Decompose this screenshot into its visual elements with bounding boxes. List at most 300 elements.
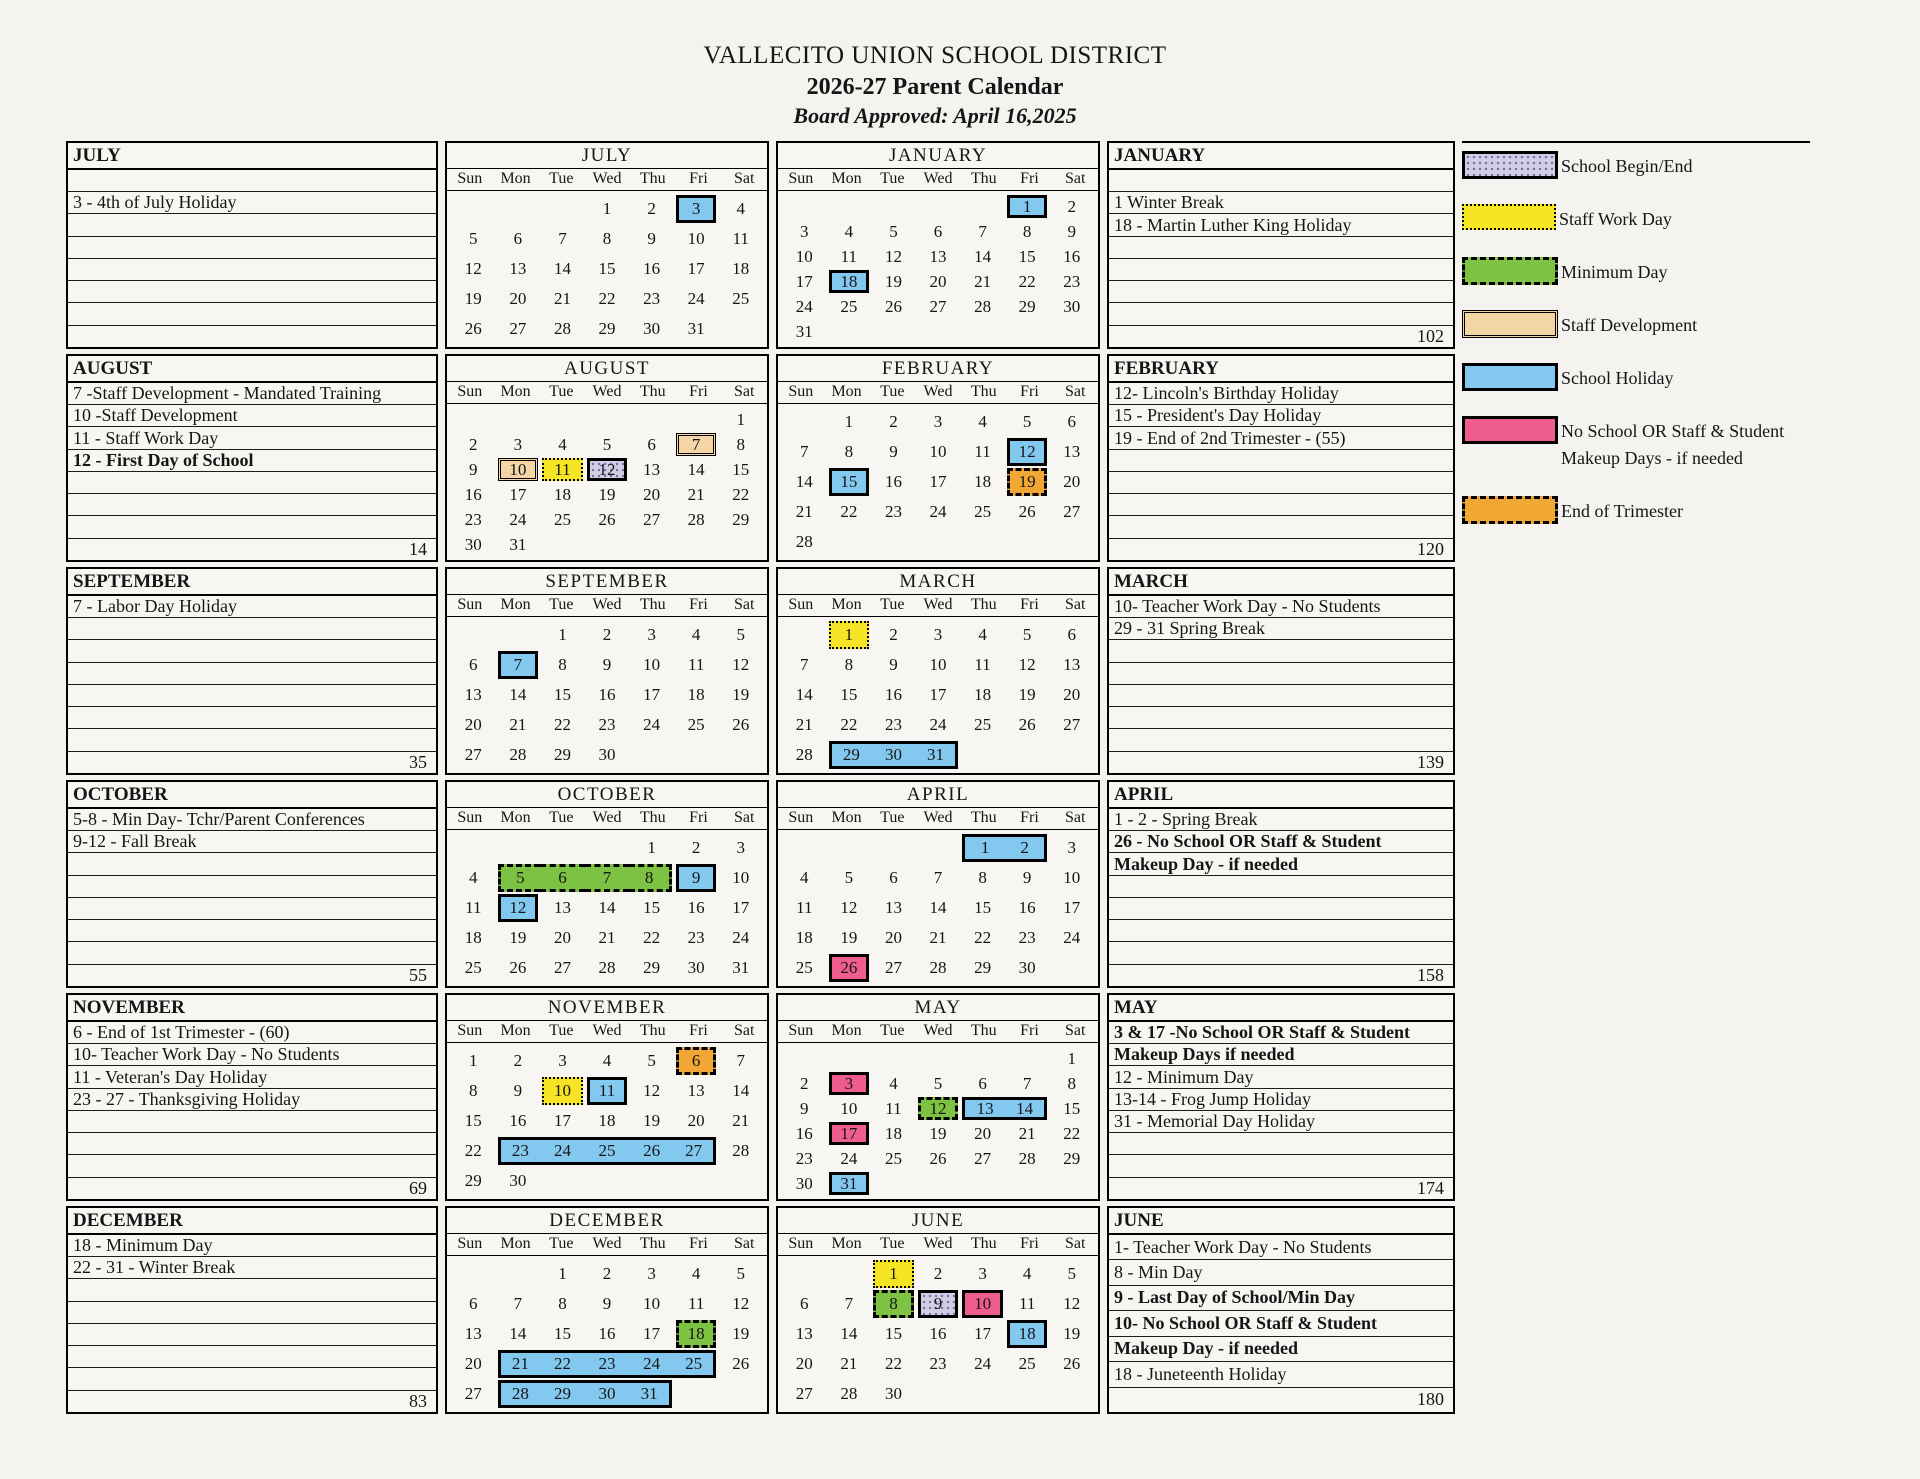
weekday-label: Wed [592,596,622,613]
day-number: 10 [1063,868,1081,887]
day-cell [782,269,827,294]
day-cell [496,893,541,923]
note-row: 12- Lincoln's Birthday Holiday [1109,383,1453,405]
month-calendar [776,780,1100,988]
day-cell [629,1106,674,1136]
day-number: 28 [795,745,813,764]
day-cell [674,680,719,710]
day-3-makeup: 3 [829,1072,870,1095]
month-calendar [776,1206,1100,1414]
day-number: 12 [1063,1294,1081,1313]
empty-cell [960,1046,1005,1071]
day-number: 30 [643,319,661,338]
day-cell [718,1046,763,1076]
day-number: 29 [553,745,571,764]
day-number: 21 [795,502,813,521]
weekday-label: Thu [639,383,666,400]
weekday-label: Tue [880,596,905,613]
day-cell [960,863,1005,893]
week-row [782,194,1094,219]
week-row [451,314,763,344]
day-cell [451,314,496,344]
day-cell [916,1289,961,1319]
day-cell [1005,467,1050,497]
day-cell [718,284,763,314]
day-number: 7 [933,868,943,887]
day-18-minday: 18 [676,1320,717,1348]
day-cell [629,953,674,983]
day-number: 3 [558,1051,567,1070]
day-number: 3 [647,625,656,644]
month-calendar [445,1206,769,1414]
note-row [1109,707,1453,729]
day-12-minday: 12 [918,1097,959,1120]
day-cell [782,1289,827,1319]
day-number: 16 [929,1324,947,1343]
day-cell [540,224,585,254]
empty-cell [496,833,541,863]
empty-cell [1049,1171,1094,1196]
day-number: 29 [643,958,661,977]
note-row: 18 - Martin Luther King Holiday [1109,214,1453,236]
month-calendar [776,354,1100,562]
weekday-label: Fri [1020,809,1039,826]
empty-cell [916,1379,961,1409]
day-cell [871,740,916,770]
day-cell [871,953,916,983]
week-row [782,710,1094,740]
day-number: 16 [687,898,705,917]
day-number: 1 [844,412,854,431]
day-cell [540,1259,585,1289]
day-number: 6 [647,434,656,454]
day-cell [1005,650,1050,680]
day-cell [629,620,674,650]
day-cell [496,1349,541,1379]
day-cell [1005,1349,1050,1379]
day-cell [540,650,585,680]
day-cell [540,507,585,532]
week-row [782,1171,1094,1196]
day-cell [960,1289,1005,1319]
note-row [68,1279,436,1301]
day-cell [585,1379,630,1409]
empty-cell [674,1166,719,1196]
weekday-label: Thu [639,170,666,187]
day-cell [496,650,541,680]
day-24-holiday: 24 [540,1137,585,1165]
day-24-holiday: 24 [629,1350,674,1378]
day-cell [960,680,1005,710]
note-row [1109,1133,1453,1155]
day-cell [916,680,961,710]
day-cell [782,1379,827,1409]
day-number: 25 [732,289,750,308]
day-cell [827,244,872,269]
day-cell [782,497,827,527]
legend-item [1462,496,1810,524]
weekday-label: Sun [788,383,814,400]
day-number: 14 [509,1324,527,1343]
empty-cell [827,1259,872,1289]
day-cell [1049,437,1094,467]
weekday-label: Fri [1020,1235,1039,1252]
weekday-label: Sun [457,383,483,400]
day-cell [1005,680,1050,710]
note-row: 31 - Memorial Day Holiday [1109,1111,1453,1133]
day-9-holiday: 9 [676,864,717,892]
day-cell [540,284,585,314]
empty-cell [1049,1379,1094,1409]
day-number: 10 [840,1098,858,1118]
day-number: 11 [465,898,482,917]
day-cell [674,507,719,532]
weekday-label: Fri [1020,596,1039,613]
empty-cell [916,194,961,219]
day-number: 4 [691,625,701,644]
note-row [1109,729,1453,751]
day-number: 3 [978,1264,987,1283]
day-cell [1005,1096,1050,1121]
day-number: 5 [647,1051,656,1070]
day-cell [871,1096,916,1121]
month-notes-rows [68,1022,436,1199]
empty-cell [451,194,496,224]
day-cell [540,923,585,953]
day-cell [674,482,719,507]
day-cell [871,294,916,319]
cumulative-day-count: 35 [409,751,427,772]
day-cell [451,1379,496,1409]
day-cell [674,224,719,254]
day-cell [674,1289,719,1319]
day-number: 7 [1022,1073,1032,1093]
day-number: 7 [513,1294,523,1313]
note-row [68,853,436,875]
day-number: 20 [1063,472,1081,491]
note-row [68,876,436,898]
note-row [1109,876,1453,898]
week-row [782,219,1094,244]
empty-cell [585,407,630,432]
week-row [451,254,763,284]
day-number: 24 [732,928,750,947]
day-number: 23 [795,1148,813,1168]
weekday-label: Sat [733,1022,755,1039]
day-number: 7 [800,655,809,674]
note-row [68,494,436,516]
day-number: 29 [464,1171,482,1190]
day-cell [718,710,763,740]
day-number: 26 [464,319,482,338]
note-row [68,1346,436,1368]
note-row [68,640,436,662]
day-number: 2 [800,1073,809,1093]
day-cell [496,1319,541,1349]
weekday-label: Mon [831,1022,862,1039]
day-number: 29 [1018,296,1036,316]
day-cell [585,740,630,770]
day-cell [1005,269,1050,294]
day-cell [629,680,674,710]
month-calendar [445,567,769,775]
day-cell [585,893,630,923]
day-cell [629,224,674,254]
month-calendar-title: NOVEMBER [547,997,667,1018]
day-cell [1049,863,1094,893]
day-cell [1049,1146,1094,1171]
legend-label [1561,259,1668,285]
day-cell [960,923,1005,953]
day-cell [629,650,674,680]
day-number: 2 [647,199,656,218]
day-cell [540,953,585,983]
empty-cell [674,1379,719,1409]
day-cell [960,1146,1005,1171]
weekday-header-row [778,1020,1098,1043]
day-cell [871,437,916,467]
day-cell [916,219,961,244]
day-10-makeup: 10 [962,1290,1003,1318]
day-cell [1005,1259,1050,1289]
day-cell [540,863,585,893]
legend-swatch-makeup [1462,416,1558,444]
day-number: 21 [598,928,616,947]
week-row [451,1136,763,1166]
note-row: 3 - 4th of July Holiday [68,192,436,214]
month-notes-header: OCTOBER [68,782,436,809]
legend-swatch-minday [1462,257,1558,285]
day-number: 6 [1067,412,1076,431]
empty-cell [1005,1046,1050,1071]
day-cell [718,680,763,710]
note-row [68,259,436,281]
empty-cell [916,319,961,344]
day-cell [718,893,763,923]
cumulative-day-count: 120 [1417,538,1444,559]
empty-cell [1049,740,1094,770]
day-cell [1005,893,1050,923]
weekday-label: Wed [592,1022,622,1039]
month-notes-section [66,567,438,775]
day-number: 10 [795,246,813,266]
note-row [1109,170,1453,192]
day-cell [451,863,496,893]
day-cell [629,710,674,740]
day-number: 24 [509,509,527,529]
day-cell [960,1071,1005,1096]
note-row [68,898,436,920]
empty-cell [960,740,1005,770]
note-row: 12 - First Day of School [68,450,436,472]
day-number: 11 [1018,1294,1036,1313]
day-number: 8 [736,434,745,454]
cumulative-day-count: 102 [1417,325,1444,346]
day-number: 22 [1018,271,1036,291]
empty-cell [871,527,916,557]
day-cell [782,740,827,770]
day-cell [871,467,916,497]
day-10-staffwork: 10 [542,1077,583,1105]
day-cell [871,244,916,269]
day-cell [629,1136,674,1166]
day-number: 2 [889,412,898,431]
week-row [782,1319,1094,1349]
empty-cell [871,1046,916,1071]
day-cell [718,407,763,432]
day-cell [1049,244,1094,269]
day-number: 25 [464,958,482,977]
month-notes-section [1107,993,1455,1201]
legend-label [1561,418,1784,470]
day-cell [871,219,916,244]
day-number: 11 [796,898,813,917]
note-row [68,281,436,303]
day-number: 19 [884,271,902,291]
day-number: 18 [464,928,482,947]
day-number: 11 [687,1294,705,1313]
day-number: 26 [732,715,750,734]
weekday-label: Sun [788,1235,814,1252]
day-number: 25 [795,958,813,977]
week-row [782,1349,1094,1379]
document-header [55,0,1815,129]
day-number: 12 [464,259,482,278]
weekday-header-row [447,168,767,191]
day-cell [827,953,872,983]
day-number: 20 [884,928,902,947]
day-cell [1005,620,1050,650]
empty-cell [871,319,916,344]
cumulative-day-count [68,326,436,347]
weekday-header-row [447,594,767,617]
weekday-header-row [447,381,767,404]
day-cell [916,1146,961,1171]
day-number: 16 [598,685,616,704]
day-cell [960,467,1005,497]
day-number: 30 [884,1384,902,1403]
month-calendar [776,141,1100,349]
day-number: 30 [509,1171,527,1190]
day-cell [782,1146,827,1171]
day-number: 18 [553,484,571,504]
day-number: 27 [464,1384,482,1403]
note-row: Makeup Day - if needed [1109,853,1453,875]
day-number: 20 [643,484,661,504]
day-number: 3 [800,221,809,241]
weekday-label: Thu [639,1022,666,1039]
week-row [451,1259,763,1289]
day-cell [871,710,916,740]
day-number: 18 [974,472,992,491]
weekday-label: Sat [1064,170,1086,187]
week-row [451,407,763,432]
day-number: 14 [795,685,813,704]
day-cell [496,1076,541,1106]
note-row: 3 & 17 -No School OR Staff & Student [1109,1022,1453,1044]
day-cell [451,1106,496,1136]
day-cell [1005,710,1050,740]
calendar-grid [778,1256,1098,1412]
day-cell [674,1076,719,1106]
day-cell [916,437,961,467]
day-cell [629,507,674,532]
day-number: 15 [464,1111,482,1130]
day-number: 13 [929,246,947,266]
day-cell [629,833,674,863]
calendar-grid [447,1043,767,1199]
day-number: 16 [598,1324,616,1343]
empty-cell [585,1166,630,1196]
day-number: 19 [1063,1324,1081,1343]
day-cell [916,620,961,650]
day-cell [585,224,630,254]
day-number: 4 [889,1073,898,1093]
day-cell [1005,407,1050,437]
day-cell [451,432,496,457]
day-number: 3 [1067,838,1076,857]
note-row [1109,303,1453,325]
week-row [451,532,763,557]
empty-cell [674,532,719,557]
day-cell [1049,1289,1094,1319]
day-number: 9 [647,229,656,248]
day-number: 19 [732,685,750,704]
day-cell [827,1146,872,1171]
day-1-holiday: 1 [962,834,1005,862]
weekday-label: Fri [689,170,708,187]
day-13-holiday: 13 [962,1097,1005,1120]
month-notes-header: MARCH [1109,569,1453,596]
day-19-trimester: 19 [1007,468,1048,496]
day-30-holiday: 30 [871,741,916,769]
day-cell [585,953,630,983]
day-cell [827,1379,872,1409]
weekday-label: Fri [1020,170,1039,187]
day-1-staffwork: 1 [829,621,870,649]
day-cell [585,620,630,650]
day-cell [1049,1121,1094,1146]
day-cell [1049,710,1094,740]
day-number: 28 [795,532,813,551]
day-cell [916,650,961,680]
day-cell [629,457,674,482]
day-cell [674,254,719,284]
empty-cell [827,527,872,557]
weekday-label: Mon [500,1022,531,1039]
note-row: 12 - Minimum Day [1109,1066,1453,1088]
day-cell [718,620,763,650]
day-7-holiday: 7 [498,651,539,679]
note-row [1109,942,1453,964]
day-number: 28 [1018,1148,1036,1168]
week-row [451,923,763,953]
day-cell [540,432,585,457]
day-number: 27 [974,1148,992,1168]
day-cell [718,650,763,680]
day-cell [871,680,916,710]
day-number: 7 [844,1294,854,1313]
day-number: 27 [1063,715,1081,734]
day-31-holiday: 31 [916,741,959,769]
day-number: 13 [553,898,571,917]
day-number: 13 [795,1324,813,1343]
day-cell [718,1136,763,1166]
day-number: 9 [889,442,898,461]
day-number: 28 [598,958,616,977]
note-row [68,942,436,964]
day-cell [827,219,872,244]
